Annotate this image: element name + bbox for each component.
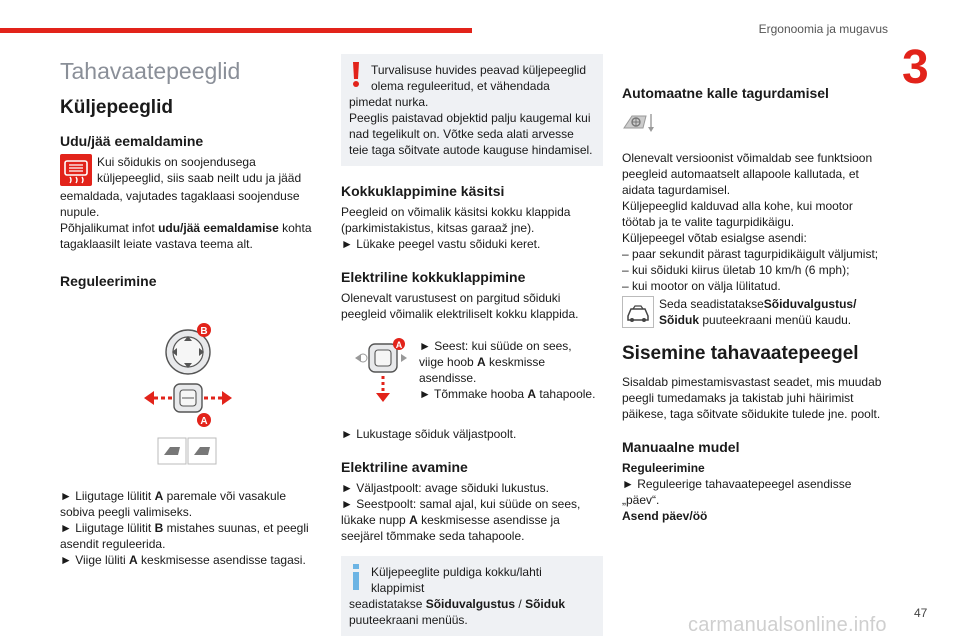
electric-fold-step-2: ► Tõmmake hooba A tahapoole. <box>419 387 596 401</box>
rear-demist-icon <box>60 154 92 190</box>
fig-label-a: A <box>200 416 208 427</box>
demist-icon-line2: küljepeeglid, siis saab neilt udu ja jääd <box>97 171 302 185</box>
heading-electric-fold: Elektriline kokkuklappimine <box>341 269 526 285</box>
car-settings-icon <box>622 296 654 332</box>
column-2 <box>341 54 603 636</box>
demist-block <box>60 154 318 188</box>
top-accent-bar <box>0 28 472 33</box>
fold-lever-block <box>341 338 603 408</box>
warning-more: Peeglis paistavad objektid palju kaugemal kui nad tegelikult on. Võtke seda alati arvesse teie taga sõitvate autode kauguse hindamisel. <box>349 111 593 157</box>
tilt-settings-line-2: Sõiduk puuteekraani menüü kaudu. <box>659 313 852 327</box>
interior-text: Sisaldab pimestamisvastast seadet, mis muudab peegli tumedamaks ja takistab juhi häirimist päikese, taga sõitvate sõidukite tulede jne. poolt. <box>622 375 882 421</box>
demist-icon-line1: Kui sõidukis on soojendusega <box>97 155 256 169</box>
mirror-control-diagram <box>60 320 318 472</box>
tilt-settings-block <box>622 296 884 330</box>
tilt-text-2: Küljepeeglid kalduvad alla kohe, kui mootor töötab ja te valite tagurpidikäigu. <box>622 199 853 229</box>
heading-adjust: Reguleerimine <box>60 273 157 289</box>
warning-line-1: Turvalisuse huvides peavad küljepeeglid <box>371 63 587 77</box>
tilt-text-1: Olenevalt versioonist võimaldab see funktsioon peegleid automaatselt allapoole kallutada, et aidata tagurdamisel. <box>622 151 873 197</box>
warning-rest: pimedat nurka. <box>349 95 429 109</box>
running-title: Ergonoomia ja mugavus <box>758 22 888 36</box>
heading-auto-tilt: Automaatne kalle tagurdamisel <box>622 85 829 101</box>
column-1 <box>60 54 318 568</box>
fig-label-b: B <box>200 326 208 337</box>
electric-fold-step-3: ► Lukustage sõiduk väljastpoolt. <box>341 427 517 441</box>
tilt-settings-line-1: Seda seadistatakseSõiduvalgustus/ <box>659 297 857 311</box>
chapter-number: 3 <box>902 41 929 94</box>
electric-fold-step-1: ► Seest: kui süüde on sees, viige hoob A keskmisse asendisse. <box>419 339 572 385</box>
svg-text:A: A <box>395 340 403 350</box>
manual-adjust-step: ► Reguleerige tahavaatepeegel asendisse „päev“. <box>622 477 852 507</box>
mirror-tilt-icon <box>622 108 884 140</box>
tilt-list-3: – kui mootor on välja lülitatud. <box>622 279 781 293</box>
info-box <box>341 556 603 636</box>
unfold-step-1: ► Väljastpoolt: avage sõiduki lukustus. <box>341 481 549 495</box>
heading-electric-unfold: Elektriline avamine <box>341 459 468 475</box>
adjust-step-2: ► Liigutage lülitit B mistahes suunas, et peegli asendit reguleerida. <box>60 521 309 551</box>
tilt-list-2: – kui sõiduki kiirus ületab 10 km/h (6 mph); <box>622 263 850 277</box>
tilt-text-3: Küljepeegel võtab esialgse asendi: <box>622 231 807 245</box>
heading-manual-model: Manuaalne mudel <box>622 439 740 455</box>
warning-line-2: olema reguleeritud, et vähendada <box>371 79 550 93</box>
column-3 <box>622 54 884 524</box>
demist-text: eemaldada, vajutades tagaklaasi soojenduse nupule. <box>60 189 300 219</box>
warning-box <box>341 54 603 166</box>
heading-interior-mirror: Sisemine tahavaatepeegel <box>622 343 859 364</box>
adjust-step-3: ► Viige lüliti A keskmisesse asendisse tagasi. <box>60 553 306 567</box>
tilt-list-1: – paar sekundit pärast tagurpidikäigult väljumist; <box>622 247 879 261</box>
info-line-2: klappimist <box>371 581 425 595</box>
page-number: 47 <box>914 606 928 620</box>
adjust-step-1: ► Liigutage lülitit A paremale või vasakule sobiva peegli valimiseks. <box>60 489 286 519</box>
unfold-step-2: ► Seestpoolt: samal ajal, kui süüde on sees, lükake nupp A keskmisesse asendisse ja seejärel tõmmake seda tahapoole. <box>341 497 581 543</box>
heading-demist: Udu/jää eemaldamine <box>60 133 204 149</box>
electric-fold-text: Olenevalt varustusest on pargitud sõiduki peegleid võimalik elektriliselt kokku klappida. <box>341 291 579 321</box>
section-title: Tahavaatepeeglid <box>60 58 241 84</box>
heading-day-night: Asend päev/öö <box>622 509 708 523</box>
demist-more: Põhjalikumat infot udu/jää eemaldamise kohta tagaklaasilt leiate vastava teema alt. <box>60 221 312 251</box>
watermark: carmanualsonline.info <box>688 614 887 636</box>
warning-exclamation-icon <box>350 62 362 88</box>
heading-manual-adjust: Reguleerimine <box>622 461 705 475</box>
fold-lever-diagram <box>351 338 413 408</box>
heading-fold: Kokkuklappimine käsitsi <box>341 183 505 199</box>
fold-text: Peegleid on võimalik käsitsi kokku klappida (parkimistakistus, kitsas garaaž jne). <box>341 205 571 235</box>
info-line-1: Küljepeeglite puldiga kokku/lahti <box>371 565 542 579</box>
info-rest: seadistatakse Sõiduvalgustus / Sõiduk puuteekraani menüüs. <box>349 597 566 627</box>
fold-step: ► Lükake peegel vastu sõiduki keret. <box>341 237 541 251</box>
heading-side-mirrors: Küljepeeglid <box>60 97 173 118</box>
info-icon <box>350 564 362 590</box>
